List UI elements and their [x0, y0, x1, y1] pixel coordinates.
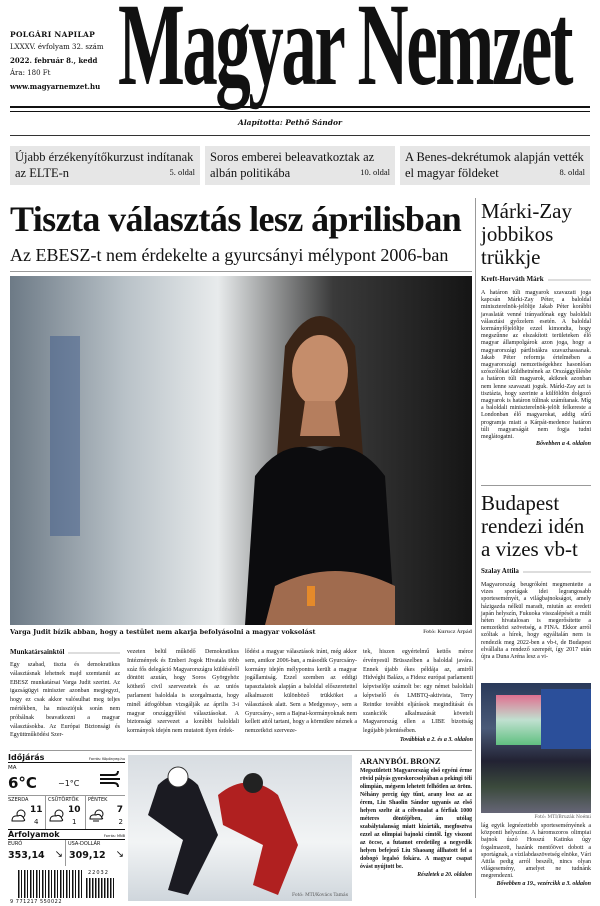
byline: Kreft-Horváth Márk	[481, 275, 591, 284]
teaser-page: 8. oldal	[559, 167, 585, 177]
teaser-title: Újabb érzékenyítőkurzust indítanak az ELTE-n	[15, 150, 194, 180]
side-headline: Márki-Zay jobbikos trükkje	[481, 199, 572, 269]
continued-link[interactable]: Részletek a 20. oldalon	[417, 872, 472, 878]
continued-link[interactable]: Bővebben a 4. oldalon	[536, 441, 591, 448]
issue-date: 2022. február 8., kedd	[10, 56, 98, 65]
arrow-down-right-icon: ↘	[115, 849, 124, 860]
lead-column-1-block	[10, 648, 120, 740]
photo-caption	[10, 628, 472, 637]
side-body: A határon túli magyarok szavazati joga kapcsán Márki-Zay Péter, a baloldal miniszterelnök-jelöltje Jakab Péter korábbi javaslatát venné irányadónak egy baloldali választási győzelem esetén. A baloldal kormányfőjelöltje ezzel kimondta, hogy megszűnne az elszakított területeken élő magyar állampolgárok azon joga, hogy a magyarországi pártlistákra szavazhassanak. Jakab Péter reformja értelmében a magyarországi nemzetiségekhez hasonlóan szószólókat küldhetnének az Országgyűlésbe a határon túli magyarok, akiknek azonban nem lenne szavazati joguk. Márki-Zay azt is tisztázta, hogy szerinte a külföldön dolgozó magyarok is határon túlinak számítanak. Míg a baloldali miniszterelnök-jelölt felkereste a Londonban élő magyarokat, addig sűrű programja miatt a Kárpát-medence határon túli magyarságát nem fogja tudni meglátogatni.	[481, 290, 591, 441]
lead-subhead: Az EBESZ-t nem érdekelte a gyurcsányi mélypont 2006-ban	[10, 245, 449, 265]
forecast-day: CSÜTÖRTÖK 10 1	[45, 796, 85, 829]
barcode	[8, 870, 125, 906]
rates-source: Forrás: MNB	[103, 834, 125, 838]
wind-icon	[98, 767, 122, 791]
divider	[10, 750, 472, 751]
side-article-2	[481, 492, 591, 661]
rate-usd: USA-DOLLÁR 309,12 ↘	[65, 840, 125, 866]
today-max: 6°C	[8, 774, 37, 792]
forecast-day: SZERDA 11 4	[8, 797, 43, 826]
arrow-down-right-icon: ↘	[54, 849, 63, 860]
rates	[8, 840, 125, 866]
forecast	[8, 795, 125, 829]
masthead-rule	[10, 106, 590, 112]
continued-link[interactable]: Továbbiak a 2. és a 3. oldalon	[399, 736, 473, 743]
teaser-title: A Benes-dekrétumok alapján vették el magyar földeket	[405, 150, 584, 180]
lead-column-2: vezeten belül működő Demokratikus Intézmények és Emberi Jogok Hivatala több száz fős delegáció Magyarországra küldéséről döntött azután, hogy Soros Györgyhöz köthető civil szervezetek és az uniós parlament baloldala is szorgalmazta, hogy minél átfogóbban vizsgálják az április 3-i magyar országgyűlési választásokat. A biztonsági szervezet a korábbi baloldali kormányok idején nem mutatott ilyen érdek-	[127, 649, 239, 735]
barcode-number: 9 771217 550022	[10, 899, 63, 905]
side-body: Magyarország beugróként megmentette a vizes sportágak idei legrangosabb sporteseményét, a világbajnokságot, amely házigazda nélkül maradt, miután az eredeti japán helyszín, Fukuoka visszalépését a múlt héten hivatalosan is megerősítette a nemzetközi szövetség, a FINA. Ekkor arról szóltak a hírek, hogy egyáltalán nem is rendezik meg 2022-ben a vb-t, de Budapest elvállalta a rendező szerepét, így 2017 után újra a Duna Aréna lesz a vi-	[481, 582, 591, 661]
rates-header	[8, 829, 125, 840]
skaters-figure	[128, 755, 352, 901]
teaser-2[interactable]	[205, 146, 395, 185]
side-headline: Budapest rendezi idén a vizes vb-t	[481, 491, 585, 561]
website: www.magyarnemzet.hu	[10, 82, 101, 91]
forecast-day: PÉNTEK 7 2	[85, 796, 125, 829]
today-min: −1°C	[58, 779, 80, 788]
divider	[10, 271, 472, 272]
divider	[481, 485, 591, 486]
photo-credit: Fotó: MTI/Kovács Tamás	[292, 893, 348, 898]
lead-headline: Tiszta választás lesz áprilisban	[10, 199, 462, 239]
today-label: MA	[8, 765, 17, 771]
masthead-meta	[10, 28, 103, 93]
barcode-issue: 22032	[88, 870, 109, 876]
weather-box	[8, 753, 125, 906]
teaser-title: Soros emberei beleavatkoztak az albán politikába	[210, 150, 375, 180]
weather-source: Forrás: Köpönyeg.hu	[89, 757, 125, 761]
sports-headline: ARANYBÓL BRONZ	[360, 756, 441, 766]
partly-cloudy-icon	[48, 808, 66, 822]
partly-cloudy-icon	[10, 808, 28, 822]
rain-cloud-icon	[88, 808, 106, 822]
masthead-logo: Magyar Nemzet	[118, 0, 572, 110]
lead-photo	[10, 276, 472, 625]
side-article-1	[481, 200, 591, 448]
rates-title: Árfolyamok	[8, 830, 60, 839]
teaser-page: 5. oldal	[169, 167, 195, 177]
lead-column-3: lődést a magyar választások iránt, még akkor sem, amikor 2006-ban, a második Gyurcsány-kormány idején mélypontra került a magyar jogállamiság. Ezzel szemben az eddigi tapasztalatok alapján a baloldal előszeretettel alkalmazott különböző trükköket a választások alatt. Sem a Medgyessy-, sem a Gyurcsány-, sem a Bajnai-kormányoknak nem kellett attól tartani, hogy a körmükre néznek a nemzetközi szerveze-	[245, 649, 357, 735]
tagline: POLGÁRI NAPILAP	[10, 30, 96, 39]
byline: Munkatársainktól	[10, 648, 120, 657]
sports-article	[360, 756, 472, 879]
lead-column-4: tek, hiszen egyértelmű kettős mérce érvényesül Brüsszelben a baloldal javára. Ennek újabb ékes példája az, amiről Hidvéghi Balázs, a Fidesz európai parlamenti képviselője számolt be: egy német baloldali képviselő és LMBTQ-aktivista, Terry Reintke további eljárások megindítását és szankciók alkalmazását követeli Magyarország ellen a LIBE bizottság legújabb jelentésében. Továbbiak a 2. és a 3. oldalon	[363, 649, 473, 743]
rate-euro: EURÓ 353,14 ↘	[8, 841, 63, 861]
teaser-1[interactable]	[10, 146, 200, 185]
duna-arena-photo	[481, 683, 591, 813]
sports-body: Megszületett Magyarország első egyéni érme rövid pályás gyorskorcsolyában a pekingi téli olimpián, mégsem lehetett felhőtlen az öröm. Néhány percig úgy tűnt, arany lesz az az érem, Liu Shaolin Sándor ugyanis az első helyen szelte át a célvonalat a férfiak 1000 méteres döntőjében, ám utólag szabálytalanság miatt kizárták, megfosztva ezzel az olimpiai bajnoki címtől. Így viszont az öccse, a futamot eredetileg a negyedik helyen befejező Liu Shaoang állhatott fel a dobogó legalsó fokára. A magyar csapat óvást nyújtott be.	[360, 768, 472, 870]
photo-credit: Fotó: MTI/Bruzák Noémi	[534, 815, 591, 820]
teaser-page: 10. oldal	[360, 167, 390, 177]
volume: LXXXV. évfolyam 32. szám	[10, 43, 104, 51]
byline: Szalay Attila	[481, 567, 591, 576]
weather-today	[8, 763, 125, 795]
photo-credit: Fotó: Kurucz Árpád	[423, 630, 472, 635]
caption-text: Varga Judit bízik abban, hogy a testület nem akarja befolyásolni a magyar voksolást	[10, 628, 316, 636]
weather-title: Időjárás	[8, 753, 45, 762]
continued-link[interactable]: Bővebben a 19., vezércikk a 3. oldalon	[496, 880, 591, 887]
teaser-3[interactable]	[400, 146, 590, 185]
side-body-continued: lág egyik legnézettebb sporteseményének a központi helyszíne. A háromszoros olimpiai bajnok úszó Hosszú Katinka úgy fogalmazott, hazánk mentőövet dobott a sportágnak, a vízilabdaszövetség elnöke, Vári Attila pedig arról beszélt, nincs olyan világesemény, amelyet ne tudnánk megrendezni. Bővebben a 19., vezércikk a 3. oldalon	[481, 823, 591, 887]
column-divider	[475, 198, 476, 898]
divider	[10, 135, 590, 136]
portrait-figure	[245, 286, 395, 625]
founder: Alapította: Pethő Sándor	[238, 118, 342, 127]
lead-column-1: Egy szabad, tiszta és demokratikus választásnak lehetnek majd szemtanúi az EBESZ munkatársai Varga Judit szerint. Az igazságügyi miniszter azonban megjegyzi, hogy ez csak akkor valósulhat meg teljes mértékben, ha missziójuk során nem próbálnak beavatkozni a magyar választásokba. Az Európai Biztonsági és Együttműködési Szer-	[10, 662, 120, 739]
price: Ára: 180 Ft	[10, 69, 51, 77]
speed-skating-photo	[128, 755, 352, 901]
